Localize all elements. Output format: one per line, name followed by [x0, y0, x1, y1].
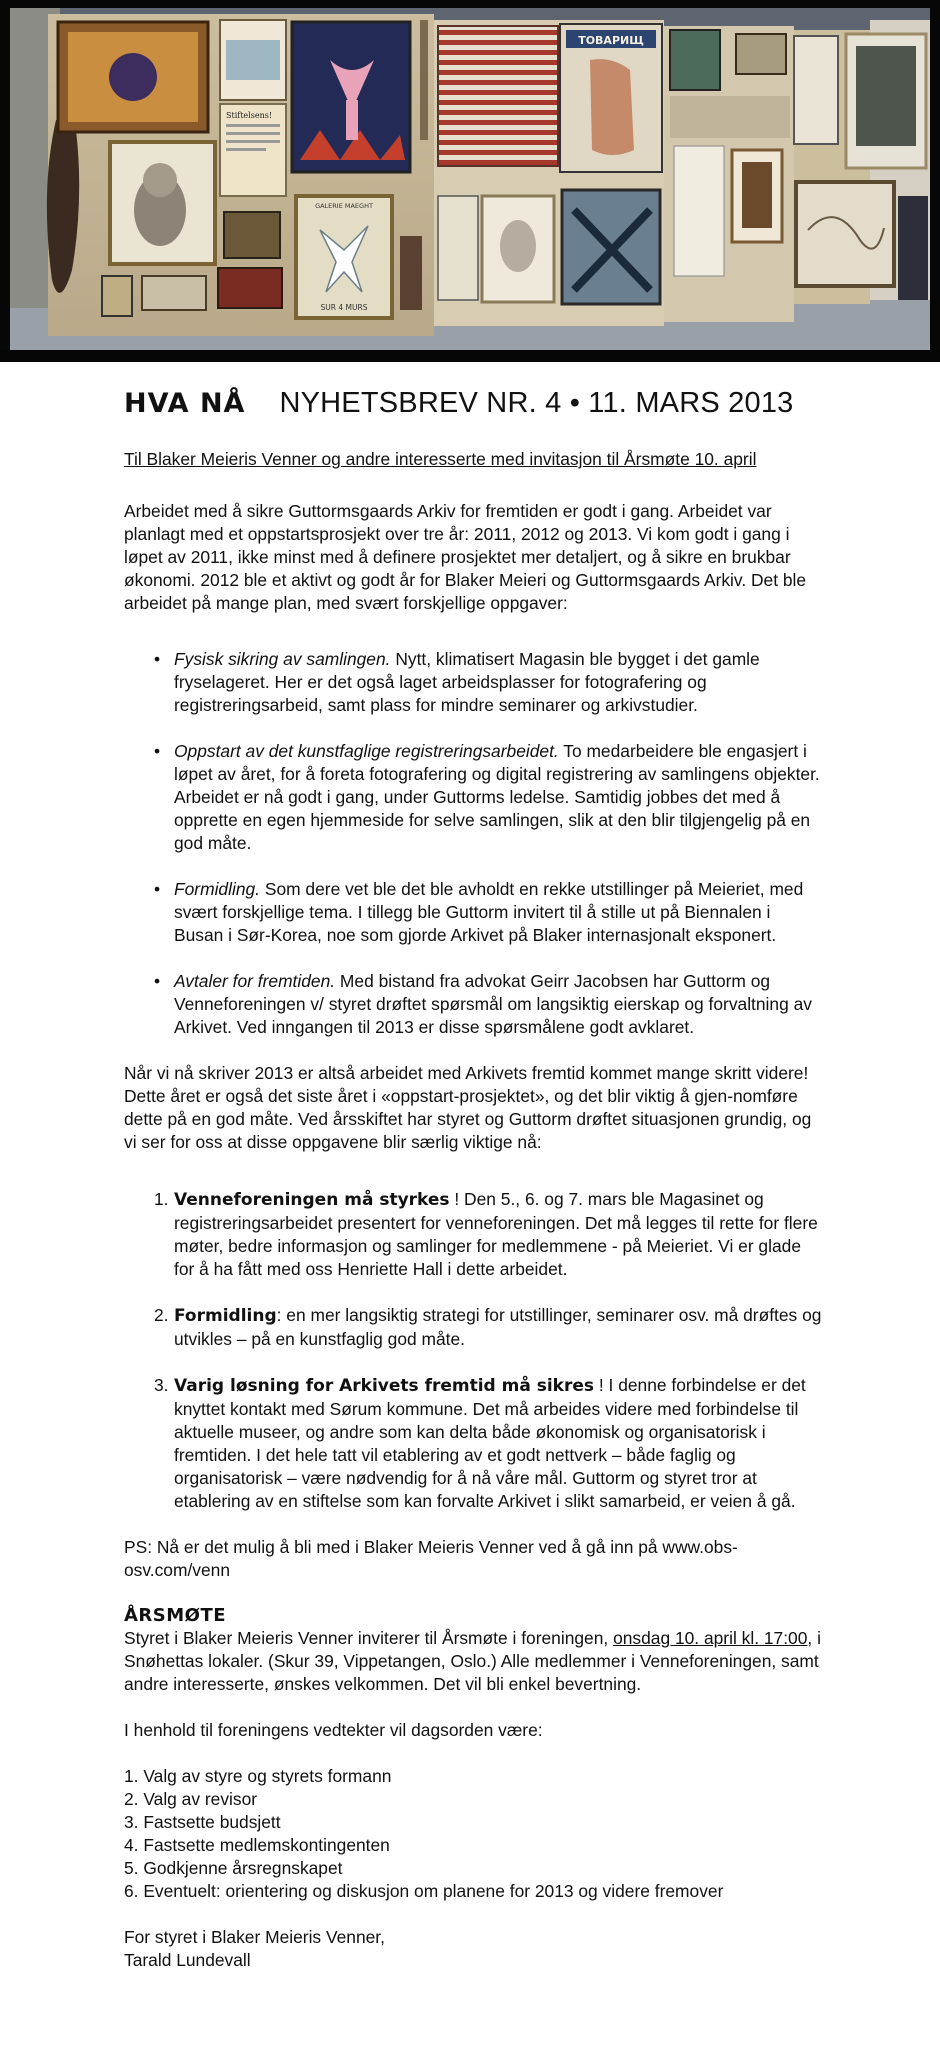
list-item-lead: Formidling.: [174, 879, 261, 899]
newsletter-document: [124, 387, 824, 1972]
meeting-date: onsdag 10. april kl. 17:00: [613, 1628, 808, 1648]
list-item: [154, 1304, 824, 1351]
paragraph-future: Når vi nå skriver 2013 er altså arbeidet med Arkivets fremtid kommet mange skritt videre! Dette året er også det siste året i «oppstart-prosjektet», og det blir viktig å gjen-nomføre dette på en god måte. Ved årsskiftet har styret og Guttorm drøftet situasjonen grundig, og vi ser for oss at disse oppgavene blir særlig viktige nå:: [124, 1063, 812, 1152]
meeting-text: Styret i Blaker Meieris Venner inviterer til Årsmøte i foreningen,: [124, 1628, 614, 1648]
list-number: 1.: [154, 1189, 169, 1209]
meeting-invitation: [124, 1627, 824, 1696]
svg-text:SUR 4 MURS: SUR 4 MURS: [320, 303, 368, 312]
signer-name: Tarald Lundevall: [124, 1950, 251, 1970]
signature-line: For styret i Blaker Meieris Venner,: [124, 1927, 385, 1947]
postscript: PS: Nå er det mulig å bli med i Blaker Meieris Venner ved å gå inn på www.obs-osv.com/venn: [124, 1537, 738, 1580]
list-item-text: To medarbeidere ble engasjert i løpet av året, for å foreta fotografering og digital registrering av samlingens objekter. Arbeidet er nå godt i gang, under Guttorms ledelse. Samtidig jobbes det med å opprette en egen hjemmeside for selve samlingen, slik at den blir tilgjengelig på en god måte.: [174, 741, 820, 853]
list-item: [174, 878, 824, 947]
striped-textile: [438, 26, 558, 166]
agenda-item: 6. Eventuelt: orientering og diskusjon om planene for 2013 og videre fremover: [124, 1881, 724, 1901]
intro-line: Til Blaker Meieris Venner og andre interesserte med invitasjon til Årsmøte 10. april: [124, 449, 757, 469]
svg-text:Stiftelsens!: Stiftelsens!: [226, 111, 273, 120]
list-item-text: Som dere vet ble det ble avholdt en rekke utstillinger på Meieriet, med svært forskjellige tema. I tillegg ble Guttorm invitert til å stille ut på Biennalen i Busan i Sør-Korea, noe som gjorde Arkivet på Blaker internasjonalt eksponert.: [174, 879, 804, 945]
list-item-lead: Venneforeningen må styrkes: [174, 1190, 450, 1210]
meeting-text: , i Snøhettas lokaler. (Skur 39, Vippetangen, Oslo.) Alle medlemmer i Venneforeningen, samt andre interesserte, ønskes velkommen. Det vil bli enkel bevertning.: [124, 1628, 821, 1694]
list-item: [174, 970, 824, 1039]
agenda-list: [124, 1765, 824, 1903]
exhibition-wall-image: [0, 0, 940, 362]
tasks-list: [124, 1188, 824, 1513]
svg-text:ТОВАРИЩ: ТОВАРИЩ: [578, 34, 644, 47]
signature-block: [124, 1926, 824, 1972]
agenda-item: 4. Fastsette medlemskontingenten: [124, 1835, 390, 1855]
list-item: [174, 740, 824, 855]
list-item-text: ! I denne forbindelse er det knyttet kontakt med Sørum kommune. Det må arbeides videre med forbindelse til aktuelle museer, og andre som kan delta både økonomisk og organisatorisk i fremtiden. I det hele tatt vil etablering av et godt nettverk – både faglig og organisatorisk – være nødvendig for å nå våre mål. Guttorm og styret tror at etablering av en stiftelse som kan forvalte Arkivet i slikt samarbeid, er veien å gå.: [174, 1375, 806, 1511]
list-item: [174, 648, 824, 717]
list-number: 3.: [154, 1375, 169, 1395]
list-item: [154, 1188, 824, 1281]
list-item-lead: Avtaler for fremtiden.: [174, 971, 336, 991]
list-item-lead: Varig løsning for Arkivets fremtid må sikres: [174, 1376, 595, 1396]
list-item-text: ! Den 5., 6. og 7. mars ble Magasinet og registreringsarbeidet presentert for venneforeningen. Det må legges til rette for flere møter, bedre informasjon og samlinger for medlemmene - på Meieriet. Vi er glade for å ha fått med oss Henriette Hall i dette arbeidet.: [174, 1189, 818, 1279]
activities-list: [124, 648, 824, 1039]
paragraph-intro: Arbeidet med å sikre Guttormsgaards Arkiv for fremtiden er godt i gang. Arbeidet var planlagt med et oppstartsprosjekt over tre år: 2011, 2012 og 2013. Vi kom godt i gang i løpet av 2011, ikke minst med å definere prosjektet mer detaljert, og å sikre en brukbar økonomi. 2012 ble et aktivt og godt år for Blaker Meieri og Guttormsgaards Arkiv. Det ble arbeidet på mange plan, med svært forskjellige oppgaver:: [124, 501, 807, 613]
abstract-drawing: [796, 182, 894, 286]
list-item-text: : en mer langsiktig strategi for utstillinger, seminarer osv. må drøftes og utvikles – på en kunstfaglig god måte.: [174, 1305, 822, 1349]
list-item-text: Med bistand fra advokat Geirr Jacobsen har Guttorm og Venneforeningen v/ styret drøftet spørsmål om langsiktig eierskap og forvaltning av Arkivet. Ved inngangen til 2013 er disse spørsmålene godt avklaret.: [174, 971, 812, 1037]
meeting-heading: ÅRSMØTE: [124, 1605, 227, 1626]
list-item-lead: Formidling: [174, 1306, 277, 1326]
newsletter-title: NYHETSBREV NR. 4 • 11. MARS 2013: [279, 387, 794, 419]
list-number: 2.: [154, 1305, 169, 1325]
agenda-item: 1. Valg av styre og styrets formann: [124, 1766, 392, 1786]
header-photo: [0, 0, 940, 362]
list-item-lead: Oppstart av det kunstfaglige registreringsarbeidet.: [174, 741, 559, 761]
list-item-text: Nytt, klimatisert Magasin ble bygget i det gamle fryselageret. Her er det også laget arbeidsplasser for fotografering og registreringsarbeid, samt plass for mindre seminarer og arkivstudier.: [174, 649, 760, 715]
agenda-item: 3. Fastsette budsjett: [124, 1812, 281, 1832]
newsletter-header: [124, 387, 824, 432]
list-item-lead: Fysisk sikring av samlingen.: [174, 649, 391, 669]
svg-text:GALERIE MAEGHT: GALERIE MAEGHT: [315, 202, 373, 210]
agenda-intro: I henhold til foreningens vedtekter vil dagsorden være:: [124, 1720, 543, 1740]
masthead-logo: HVA NÅ: [124, 388, 246, 419]
agenda-item: 5. Godkjenne årsregnskapet: [124, 1858, 343, 1878]
agenda-item: 2. Valg av revisor: [124, 1789, 258, 1809]
list-item: [154, 1374, 824, 1513]
